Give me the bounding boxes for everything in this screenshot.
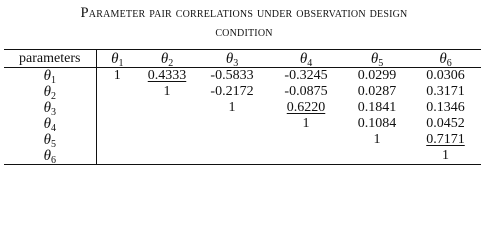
table-cell [196, 148, 268, 165]
row-header-theta-6: $\theta_6$ [4, 148, 96, 165]
table-cell: 1 [410, 148, 481, 165]
table-row [4, 100, 481, 116]
table-row [4, 132, 481, 148]
table-cell: -0.3245 [284, 68, 328, 83]
table-cell: 1 [113, 68, 121, 83]
corner-header: parameters [4, 50, 96, 68]
table-cell: 1 [302, 116, 310, 131]
table-cell [138, 116, 196, 132]
correlation-table [4, 49, 481, 165]
table-cell [138, 132, 196, 148]
column-header-theta-1: $\theta_1$ [96, 50, 138, 68]
table-cell: 0.0452 [426, 116, 465, 131]
column-header-theta-3: $\theta_3$ [196, 50, 268, 68]
table-cell [344, 148, 410, 165]
header-row [4, 50, 481, 68]
table-cell [138, 68, 196, 85]
table-cell [96, 84, 138, 100]
table-cell [96, 100, 138, 116]
table-cell [96, 148, 138, 165]
table-cell: 1 [373, 132, 381, 147]
table-cell: 1 [163, 84, 171, 99]
row-header-theta-4: $\theta_4$ [4, 116, 96, 132]
highlighted-value: 0.4333 [147, 68, 187, 83]
table-cell: -0.0875 [284, 84, 328, 99]
table-cell: 0.0299 [357, 68, 397, 83]
table-cell [196, 116, 268, 132]
column-header-theta-5: $\theta_5$ [344, 50, 410, 68]
table-row [4, 84, 481, 100]
table-cell: -0.5833 [210, 68, 254, 83]
table-cell: 0.1084 [357, 116, 397, 131]
table-cell: -0.2172 [210, 84, 254, 99]
highlighted-value: 0.6220 [286, 100, 326, 115]
table-cell [138, 148, 196, 165]
table-cell: 0.0306 [426, 68, 465, 83]
caption-line-1: Parameter pair correlations under observation design [80, 5, 408, 21]
table-row [4, 68, 481, 85]
table-cell: 0.3171 [426, 84, 465, 99]
column-header-theta-4: $\theta_4$ [268, 50, 344, 68]
table-cell [410, 132, 481, 148]
table-cell: 0.1346 [426, 100, 465, 115]
row-header-theta-1: $\theta_1$ [4, 68, 96, 85]
row-header-theta-3: $\theta_3$ [4, 100, 96, 116]
table-cell: 0.1841 [357, 100, 397, 115]
table-body [4, 68, 481, 165]
column-header-theta-6: $\theta_6$ [410, 50, 481, 68]
table-cell [138, 100, 196, 116]
highlighted-value: 0.7171 [426, 132, 465, 147]
column-header-theta-2: $\theta_2$ [138, 50, 196, 68]
table-cell [268, 132, 344, 148]
table-cell: 0.0287 [357, 84, 397, 99]
table-cell [96, 116, 138, 132]
table-row [4, 116, 481, 132]
table-cell [196, 132, 268, 148]
table-cell: 1 [228, 100, 236, 115]
table-cell [268, 100, 344, 116]
table-row [4, 148, 481, 165]
caption-line-2: condition [215, 24, 273, 40]
table-cell [268, 148, 344, 165]
row-header-theta-5: $\theta_5$ [4, 132, 96, 148]
table-cell [96, 132, 138, 148]
row-header-theta-2: $\theta_2$ [4, 84, 96, 100]
